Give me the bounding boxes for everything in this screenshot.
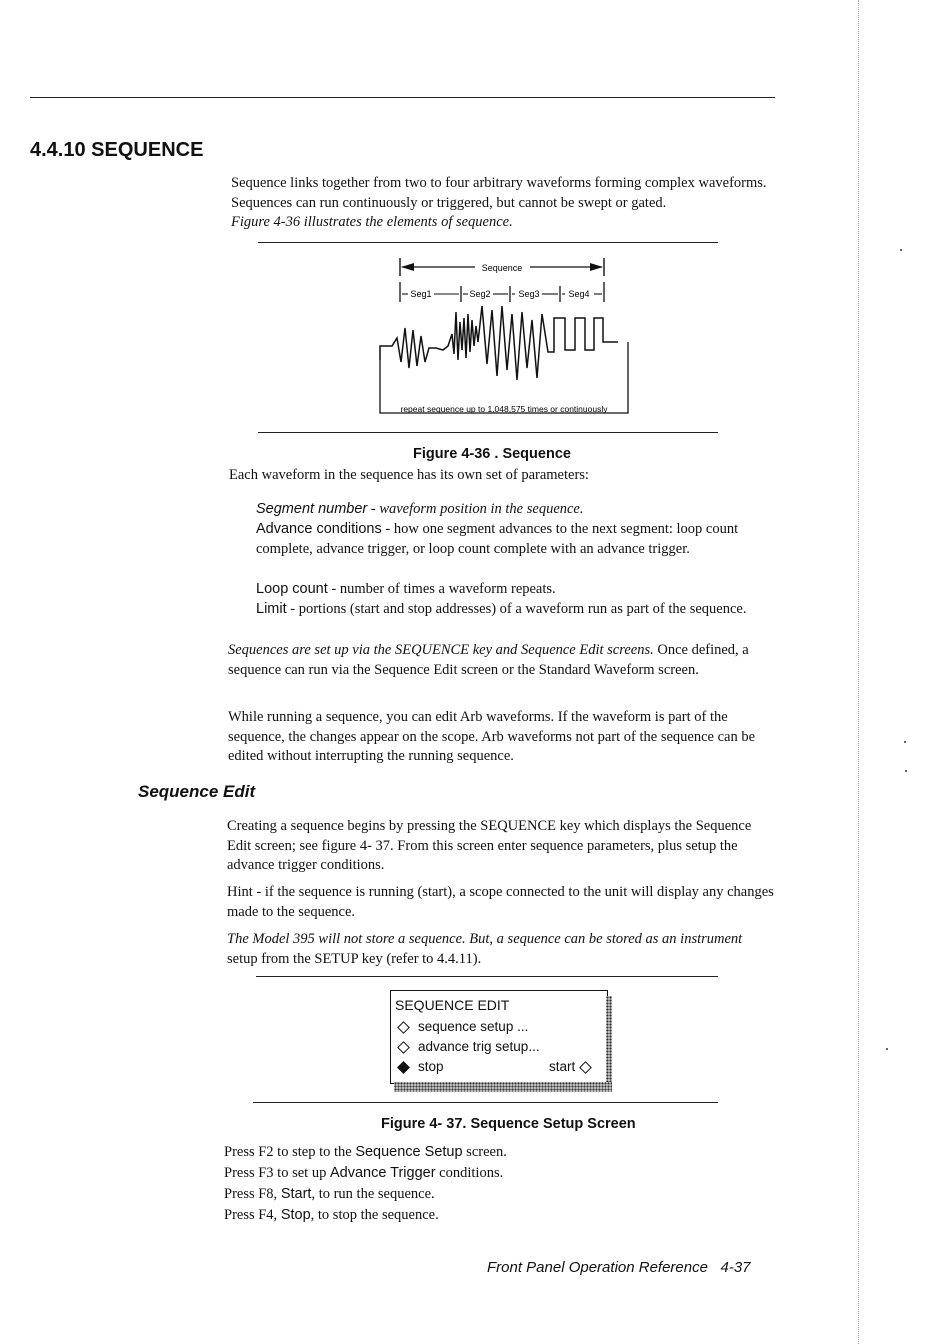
segment-label-4: Seg4 xyxy=(568,289,590,299)
intro-figure-ref: Figure 4-36 illustrates the elements of sequence. xyxy=(231,214,513,230)
instruction-f3: Press F3 to set up Advance Trigger conditions. xyxy=(224,1165,504,1181)
param-limit xyxy=(256,600,776,620)
section-number: 4.4.10 xyxy=(30,139,86,161)
intro-text: Sequence links together from two to four arbitrary waveforms forming complex waveforms. Sequences can run continuously or triggered, but cannot be swept or gated. xyxy=(231,175,767,211)
repeat-label: repeat sequence up to 1,048,575 times or continuously xyxy=(400,404,608,414)
menu-sequence-setup[interactable] xyxy=(395,1017,528,1037)
running-paragraph: While running a sequence, you can edit Arb waveforms. If the waveform is part of the sequence, the changes appear on the scope. Arb waveforms not part of the sequence can be edited without interrupting the running sequence. xyxy=(228,709,756,764)
screen-bottom-shadow xyxy=(394,1082,612,1092)
param-sep: - xyxy=(367,501,380,517)
param-term: Segment number xyxy=(256,501,368,517)
footer-text: Front Panel Operation Reference xyxy=(487,1259,708,1276)
sequence-edit-screen xyxy=(390,990,608,1084)
segment-label-2: Seg2 xyxy=(469,289,491,299)
param-desc: how one segment advances to the next segment: loop count complete, advance trigger, or loop count complete with an advance trigger. xyxy=(256,521,739,557)
setup-paragraph xyxy=(228,641,778,680)
header-rule xyxy=(30,97,775,98)
menu-label: advance trig setup... xyxy=(418,1039,540,1054)
menu-start[interactable] xyxy=(549,1057,590,1077)
diamond-filled-icon xyxy=(397,1061,410,1074)
diamond-outline-icon xyxy=(397,1041,410,1054)
figure-37-bottom-rule xyxy=(253,1102,718,1103)
subsection-hint: Hint - if the sequence is running (start), a scope connected to the unit will display any changes made to the sequence. xyxy=(227,884,774,920)
instruction-f8: Press F8, Start, to run the sequence. xyxy=(224,1186,435,1202)
param-sep: - xyxy=(381,521,394,537)
params-lead: Each waveform in the sequence has its own set of parameters: xyxy=(229,467,589,483)
param-sep: - xyxy=(286,601,299,617)
param-advance-conditions xyxy=(256,520,776,559)
figure-36-top-rule xyxy=(258,242,718,243)
instruction-f4: Press F4, Stop, to stop the sequence. xyxy=(224,1207,439,1223)
subsection-p3-italic: The Model 395 will not store a sequence. But, a sequence can be stored as an instrument xyxy=(227,931,743,947)
menu-label: sequence setup ... xyxy=(418,1019,529,1034)
figure-37-caption: Figure 4- 37. Sequence Setup Screen xyxy=(381,1116,636,1132)
scan-speck xyxy=(886,1048,888,1050)
screen-title: SEQUENCE EDIT xyxy=(395,997,510,1013)
figure-36-bottom-rule xyxy=(258,432,718,433)
page-number: 4-37 xyxy=(720,1259,751,1276)
param-term: Limit xyxy=(256,601,287,617)
diamond-outline-icon xyxy=(579,1061,592,1074)
page-footer xyxy=(487,1259,751,1276)
screen-right-shadow xyxy=(606,996,612,1092)
sequence-waveform xyxy=(380,306,618,380)
scan-speck xyxy=(900,249,902,251)
scan-edge-line xyxy=(858,0,859,1344)
param-desc: portions (start and stop addresses) of a waveform run as part of the sequence. xyxy=(298,601,747,617)
intro-paragraph xyxy=(231,174,779,233)
param-sep: - xyxy=(327,581,340,597)
figure-36-caption: Figure 4-36 . Sequence xyxy=(413,446,571,462)
segment-label-3: Seg3 xyxy=(518,289,540,299)
scan-speck xyxy=(904,741,906,743)
segment-label-1: Seg1 xyxy=(410,289,432,299)
param-desc: number of times a waveform repeats. xyxy=(339,581,556,597)
subsection-p3-rest: setup from the SETUP key (refer to 4.4.11). xyxy=(227,950,482,967)
scan-speck xyxy=(905,770,907,772)
stop-label: stop xyxy=(418,1059,444,1074)
diamond-outline-icon xyxy=(397,1021,410,1034)
param-term: Advance conditions xyxy=(256,521,382,537)
subsection-heading: Sequence Edit xyxy=(138,782,256,801)
instruction-f2: Press F2 to step to the Sequence Setup screen. xyxy=(224,1144,507,1160)
subsection-p1: Creating a sequence begins by pressing the SEQUENCE key which displays the Sequence Edit screen; see figure 4- 37. From this screen enter sequence parameters, plus setup the advance trigger conditions. xyxy=(227,818,752,873)
start-label: start xyxy=(549,1059,576,1074)
menu-stop[interactable] xyxy=(395,1057,444,1077)
instruction-list xyxy=(224,1142,764,1226)
menu-advance-trig-setup[interactable] xyxy=(395,1037,540,1057)
setup-italic: Sequences are set up via the SEQUENCE key and Sequence Edit screens. xyxy=(228,642,654,658)
param-desc: waveform position in the sequence. xyxy=(379,501,584,517)
section-title: SEQUENCE xyxy=(91,139,204,161)
param-segment-number xyxy=(256,500,776,520)
param-term: Loop count xyxy=(256,581,328,597)
setup-rest: Once defined, a sequence can run via the Sequence Edit screen or the Standard Waveform screen. xyxy=(228,642,749,678)
figure-37-top-rule xyxy=(256,976,718,977)
sequence-label: Sequence xyxy=(481,263,523,273)
param-loop-count xyxy=(256,580,776,600)
sequence-diagram xyxy=(370,250,640,425)
subsection-p3 xyxy=(227,930,779,969)
section-heading xyxy=(30,139,203,162)
